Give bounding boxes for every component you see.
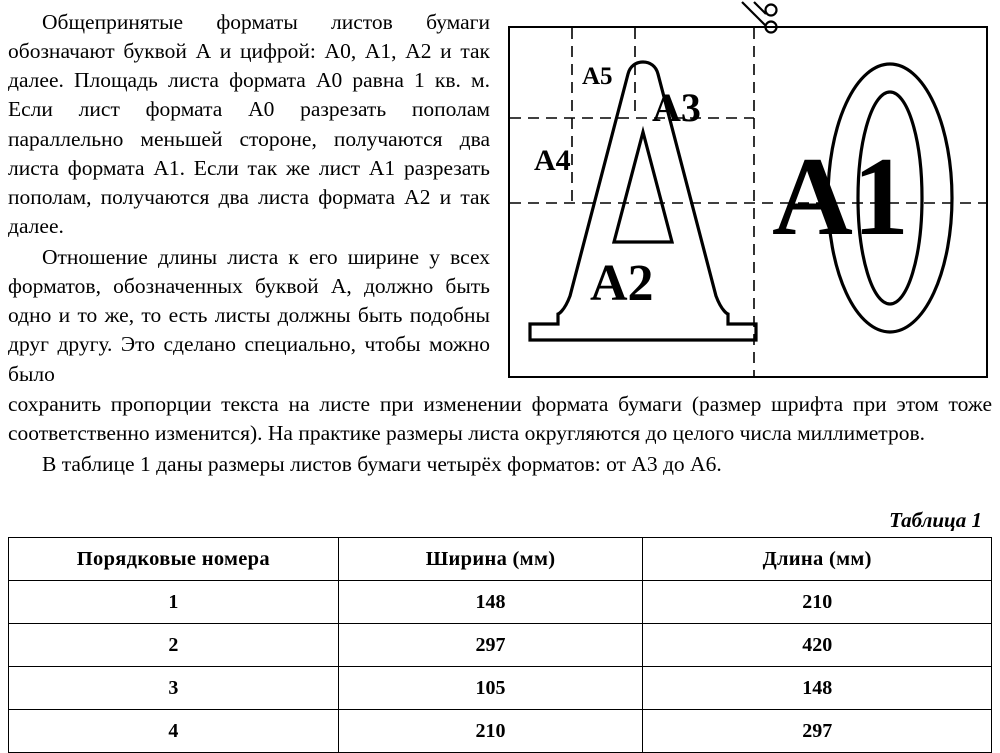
table-row [9,667,992,710]
figure-label-a5: А5 [582,63,613,90]
figure-label-a2: А2 [590,255,654,312]
table-cell: 297 [338,624,643,667]
table-cell: 420 [643,624,992,667]
table-row [9,581,992,624]
scissors-icon [736,0,780,34]
paragraph-2: Отношение длины листа к его ширине у всех форматов, обозначенных буквой А, должно быть одно и то же, то есть листы должны быть подобны друг другу. Это сделано специально, чтобы можно было [8,245,490,386]
table-caption: Таблица 1 [889,508,982,532]
table-header-cell: Ширина (мм) [338,538,643,581]
table-cell: 4 [9,710,339,753]
paragraph-continuation: сохранить пропорции текста на листе при изменении формата бумаги (размер шрифта при этом тоже соответственно изменится). На практике размеры листа округляются до целого числа миллиметров. [8,392,992,446]
table-cell: 105 [338,667,643,710]
table-cell: 2 [9,624,339,667]
table-cell: 1 [9,581,339,624]
table-cell: 148 [643,667,992,710]
figure-label-a1: А1 [772,135,909,259]
figure-label-a4: А4 [534,144,571,177]
table-cell: 210 [338,710,643,753]
continuation-text [8,390,992,479]
table-cell: 210 [643,581,992,624]
paper-formats-figure [508,26,988,378]
figure-label-a3: А3 [652,85,701,130]
table-row [9,710,992,753]
table-row [9,624,992,667]
paper-sizes-table [8,537,992,753]
table-cell: 297 [643,710,992,753]
table-header-cell: Порядковые номера [9,538,339,581]
table-header-row [9,538,992,581]
paragraph-1: Общепринятые форматы листов бумаги обозначают буквой А и цифрой: А0, А1, А2 и так далее. Площадь листа формата А0 равна 1 кв. м. Если лист формата А0 разрезать пополам параллельно меньшей стороне, получаются два листа формата А1. Если так же лист А1 разрезать пополам, получаются два листа формата А2 и так далее. [8,10,490,238]
table-cell: 148 [338,581,643,624]
paper-formats-diagram [510,28,986,376]
table-header-cell: Длина (мм) [643,538,992,581]
intro-text-column [8,8,490,389]
table-cell: 3 [9,667,339,710]
paragraph-table-intro: В таблице 1 даны размеры листов бумаги четырёх форматов: от А3 до А6. [42,452,722,477]
